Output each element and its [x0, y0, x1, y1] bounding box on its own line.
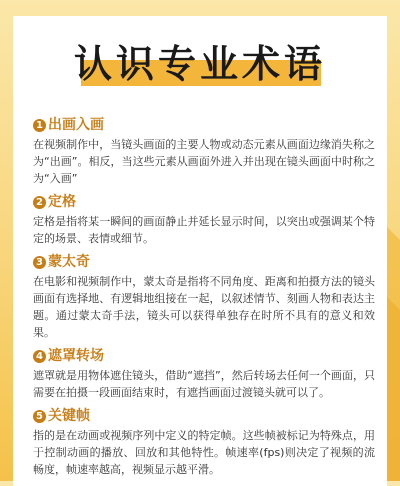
- section-number-badge: 2: [33, 196, 46, 209]
- section-2: [13, 193, 387, 247]
- section-header: [33, 253, 375, 271]
- section-title: 关键帧: [48, 408, 90, 424]
- section-header: [33, 347, 375, 365]
- section-header: [33, 116, 375, 134]
- section-1: [13, 116, 387, 187]
- section-body: 在电影和视频制作中，蒙太奇是指将不同角度、距离和拍摄方法的镜头画面有选择地、有逻辑地组接在一起，以叙述情节、刻画人物和表达主题。通过蒙太奇手法，镜头可以获得单独存在时所不具有的意义和效果。: [33, 275, 375, 339]
- section-title: 出画入画: [48, 117, 104, 133]
- section-number-badge: 4: [33, 350, 46, 363]
- section-number-badge: 1: [33, 119, 46, 132]
- section-title: 遮罩转场: [48, 348, 104, 364]
- section-header: [33, 407, 375, 425]
- section-number-badge: 5: [33, 410, 46, 423]
- section-body: 遮罩就是用物体遮住镜头，借助“遮挡”，然后转场去任何一个画面，只需要在拍摄一段画面结束时，有遮挡画面过渡镜头就可以了。: [33, 369, 375, 399]
- section-body: 指的是在动画或视频序列中定义的特定帧。这些帧被标记为特殊点，用于控制动画的播放、回放和其他特性。帧速率(fps)则决定了视频的流畅度，帧速率越高，视频显示越平滑。: [33, 429, 375, 476]
- page-title: 认识专业术语: [73, 42, 326, 86]
- section-number-badge: 3: [33, 256, 46, 269]
- section-3: [13, 253, 387, 341]
- title-area: [13, 16, 387, 112]
- section-body: 定格是指将某一瞬间的画面静止并延长显示时间，以突出或强调某个特定的场景、表情或细节。: [33, 215, 375, 245]
- section-body: 在视频制作中，当镜头画面的主要人物或动态元素从画面边缘消失称之为“出画”。相反，当这些元素从画面外进入并出现在镜头画面中时称之为“入画”: [33, 138, 375, 185]
- section-header: [33, 193, 375, 211]
- section-title: 定格: [48, 194, 76, 210]
- section-4: [13, 347, 387, 401]
- section-title: 蒙太奇: [48, 254, 90, 270]
- section-5: [13, 407, 387, 478]
- content-card: [13, 16, 387, 486]
